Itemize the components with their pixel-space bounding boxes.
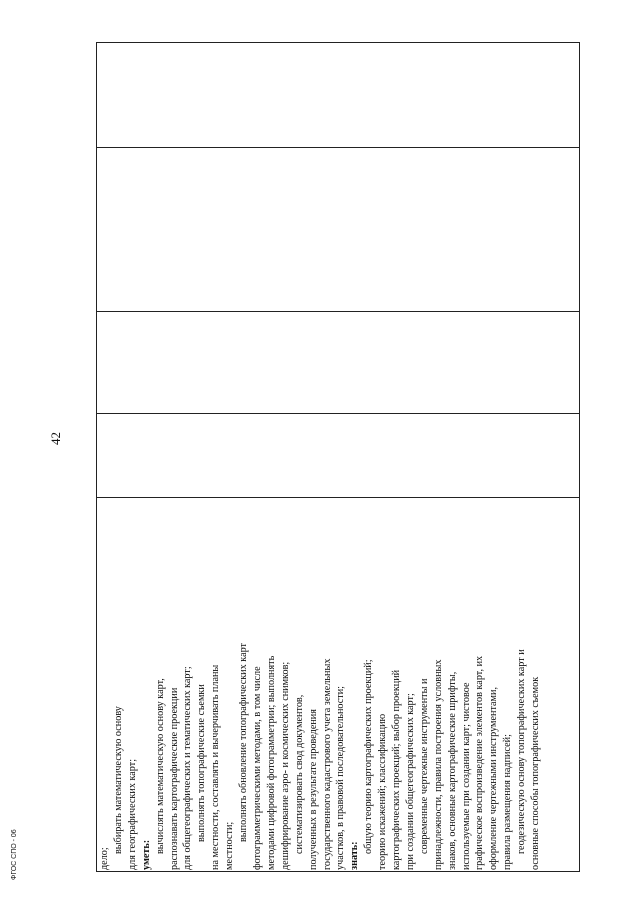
cell-line: уметь: bbox=[140, 839, 152, 870]
cell-line: геодезическую основу топографических карт и bbox=[516, 649, 528, 854]
footer-label: ФГОС СПО - 06 bbox=[11, 829, 18, 880]
cell-line: общую теорию картографических проекций; bbox=[363, 659, 375, 854]
cell-line: дело; bbox=[99, 847, 110, 870]
cell-line: знать: bbox=[349, 841, 361, 870]
page-number: 42 bbox=[48, 432, 63, 445]
cell-line: знаков, основные картографические шрифты, bbox=[446, 671, 458, 870]
table-row-divider bbox=[97, 311, 579, 312]
cell-line: используемые при создании карт; чистовое bbox=[460, 682, 472, 870]
cell-line: выполнять обновление топографических карт bbox=[238, 642, 250, 842]
table-row-divider bbox=[97, 413, 579, 414]
cell-line: оформление чертежными инструментами, bbox=[488, 687, 500, 870]
cell-line: выполнять топографические съемки bbox=[196, 684, 208, 842]
cell-line: фотограмметрическими методами, в том числе bbox=[251, 666, 263, 870]
table-row-divider bbox=[97, 497, 579, 498]
cell-line: систематизировать свод документов, bbox=[293, 694, 305, 854]
cell-line: теорию искажений; классификацию bbox=[377, 713, 389, 870]
cell-line: современные чертежные инструменты и bbox=[418, 678, 430, 854]
cell-line: принадлежности, правила построения условных bbox=[432, 659, 444, 870]
cell-line: участков, в правовой последовательности; bbox=[335, 686, 347, 870]
table-row-divider bbox=[97, 147, 579, 148]
cell-line: для общегеографических и тематических карт; bbox=[182, 666, 194, 870]
table-cell-competencies bbox=[98, 500, 578, 870]
cell-line: методами цифровой фотограмметрии; выполнять bbox=[265, 655, 277, 870]
cell-line: местности; bbox=[224, 821, 236, 870]
cell-line: картографических проекций; выбор проекций bbox=[391, 669, 403, 870]
table-row-divider bbox=[97, 871, 579, 872]
cell-line: дешифрирование аэро- и космических снимков; bbox=[279, 661, 291, 870]
cell-line: на местности, составлять и вычерчивать планы bbox=[210, 664, 222, 870]
cell-line: выбирать математическую основу bbox=[112, 706, 124, 854]
cell-line: полученных в результате проведения bbox=[307, 709, 319, 870]
cell-line: государственного кадастрового учета земельных bbox=[321, 658, 333, 870]
cell-line: при создании общегеографических карт; bbox=[404, 693, 416, 870]
cell-line: графическое воспроизведение элементов карт, их bbox=[474, 655, 486, 870]
cell-line: правила размещения надписей; bbox=[502, 734, 514, 870]
cell-line: основные способы топографических съемок bbox=[530, 676, 542, 870]
cell-line: для географических карт; bbox=[126, 758, 138, 870]
cell-line: распознавать картографические проекции bbox=[168, 687, 180, 870]
cell-line: вычислять математическую основу карт, bbox=[154, 678, 166, 854]
